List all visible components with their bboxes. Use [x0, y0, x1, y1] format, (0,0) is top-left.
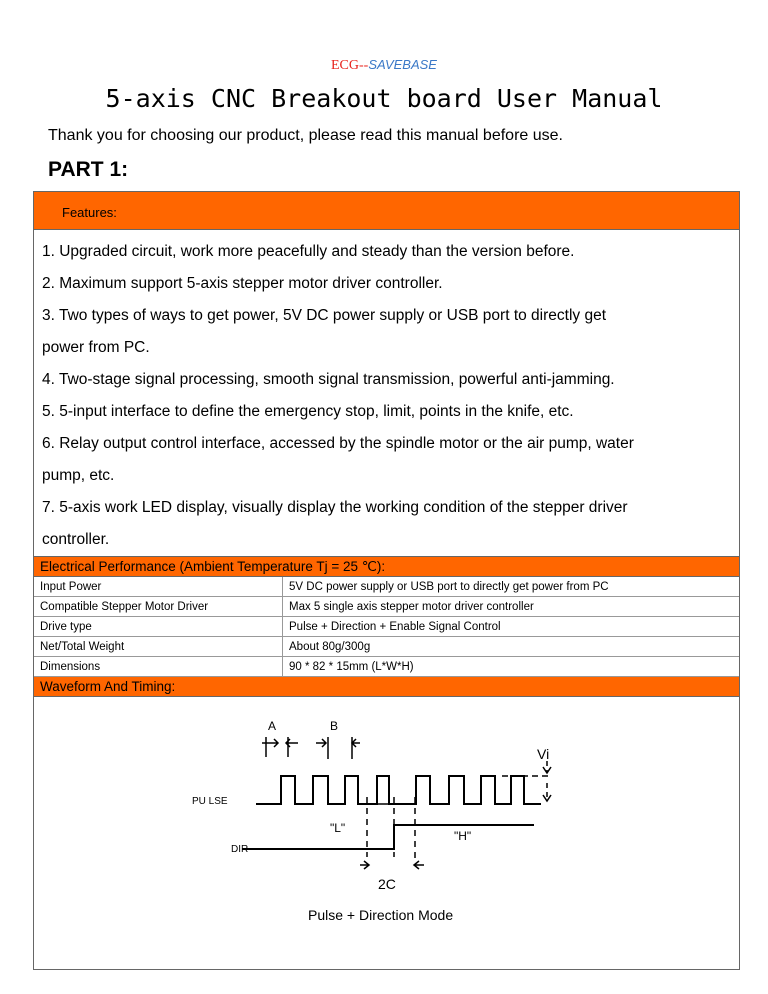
features-heading: Features:: [34, 192, 739, 230]
label-vi: Vi: [537, 746, 550, 762]
pulse-signal: [256, 776, 541, 804]
label-dir: DIR: [231, 844, 249, 855]
content-box: [33, 191, 740, 970]
part-heading: PART 1:: [48, 158, 129, 181]
table-row: [34, 617, 739, 637]
spec-key: Compatible Stepper Motor Driver: [34, 597, 283, 617]
spec-key: Net/Total Weight: [34, 637, 283, 657]
spec-value: 5V DC power supply or USB port to directly get power from PC: [283, 577, 740, 597]
feature-line: controller.: [42, 531, 110, 548]
brand-right: SAVEBASE: [368, 57, 437, 72]
feature-line: 1. Upgraded circuit, work more peacefully and steady than the version before.: [42, 243, 575, 260]
waveform-caption: Pulse + Direction Mode: [308, 907, 454, 923]
label-low: "L": [330, 821, 346, 835]
dir-signal: [242, 825, 534, 849]
brand-left: ECG--: [331, 58, 369, 73]
intro-text: Thank you for choosing our product, please read this manual before use.: [48, 127, 563, 144]
label-high: "H": [454, 829, 472, 843]
label-b: B: [330, 719, 339, 733]
features-list: [34, 230, 739, 556]
waveform-diagram: [34, 697, 739, 939]
feature-line: 5. 5-input interface to define the emergency stop, limit, points in the knife, etc.: [42, 403, 574, 420]
timing-diagram: [34, 697, 739, 939]
document-title: 5-axis CNC Breakout board User Manual: [105, 84, 663, 113]
spec-value: About 80g/300g: [283, 637, 740, 657]
feature-line: 2. Maximum support 5-axis stepper motor driver controller.: [42, 275, 443, 292]
waveform-heading: Waveform And Timing:: [34, 677, 739, 697]
electrical-heading: Electrical Performance (Ambient Temperature Tj = 25 ℃):: [34, 556, 739, 577]
spec-key: Input Power: [34, 577, 283, 597]
feature-line: pump, etc.: [42, 467, 115, 484]
feature-line: power from PC.: [42, 339, 150, 356]
table-row: [34, 637, 739, 657]
table-row: [34, 657, 739, 677]
feature-line: 6. Relay output control interface, accessed by the spindle motor or the air pump, water: [42, 435, 634, 452]
feature-line: 7. 5-axis work LED display, visually display the working condition of the stepper driver: [42, 499, 628, 516]
spec-key: Drive type: [34, 617, 283, 637]
label-a: A: [268, 719, 277, 733]
feature-line: 3. Two types of ways to get power, 5V DC power supply or USB port to directly get: [42, 307, 607, 324]
spec-value: Pulse + Direction + Enable Signal Control: [283, 617, 740, 637]
table-row: [34, 577, 739, 597]
brand-header: [0, 57, 768, 74]
spec-value: Max 5 single axis stepper motor driver controller: [283, 597, 740, 617]
spec-table: [34, 577, 739, 677]
feature-line: 4. Two-stage signal processing, smooth signal transmission, powerful anti-jamming.: [42, 371, 615, 388]
label-pulse: PU LSE: [192, 796, 228, 807]
spec-value: 90 * 82 * 15mm (L*W*H): [283, 657, 740, 677]
table-row: [34, 597, 739, 617]
spec-key: Dimensions: [34, 657, 283, 677]
label-2c: 2C: [378, 876, 396, 892]
